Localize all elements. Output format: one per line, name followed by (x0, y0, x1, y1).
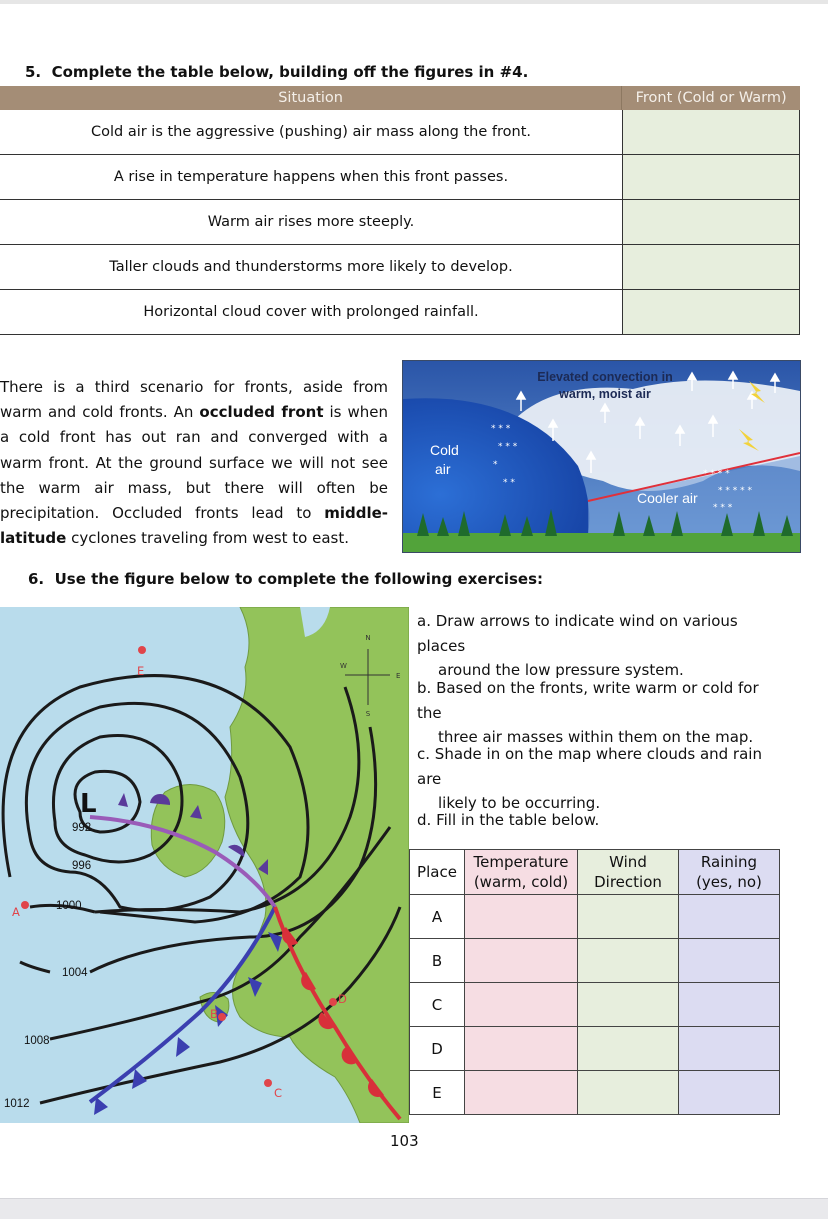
place-cell: D (410, 1027, 465, 1071)
front-cross-section-figure (402, 360, 801, 553)
isobar-label-992: 992 (72, 822, 92, 834)
place-label-a: A (12, 905, 20, 919)
cooler-air-label: Cooler air (637, 490, 698, 506)
isobar-label-996: 996 (72, 860, 92, 872)
table-row (0, 200, 800, 245)
header-raining: Raining (yes, no) (679, 850, 780, 895)
header-front: Front (Cold or Warm) (621, 86, 800, 110)
table-row (0, 245, 800, 290)
place-label-e: E (137, 664, 145, 678)
term-middle-latitude: middle-latitude (0, 504, 388, 548)
temperature-answer-cell[interactable] (465, 939, 578, 983)
temperature-answer-cell[interactable] (465, 895, 578, 939)
question-5: 5. Complete the table below, building off the figures in #4. (25, 63, 529, 81)
svg-text:* *: * * (503, 478, 515, 488)
term-occluded-front: occluded front (199, 403, 324, 422)
front-table-header (0, 86, 800, 110)
front-answer-cell[interactable] (623, 245, 800, 289)
raining-answer-cell[interactable] (679, 1071, 780, 1115)
raining-answer-cell[interactable] (679, 983, 780, 1027)
svg-text:* * * *: * * * * (703, 469, 730, 479)
front-answer-cell[interactable] (623, 110, 800, 154)
header-wind: Wind Direction (578, 850, 679, 895)
isobar-label-1012: 1012 (4, 1098, 30, 1110)
raining-answer-cell[interactable] (679, 895, 780, 939)
raining-answer-cell[interactable] (679, 939, 780, 983)
exercise-d: d. Fill in the table below. (417, 811, 600, 829)
situation-cell: Horizontal cloud cover with prolonged rainfall. (0, 290, 623, 334)
bottom-edge (0, 1198, 828, 1219)
exercise-c: c. Shade in on the map where clouds and rain are likely to be occurring. (417, 745, 762, 812)
compass-e: E (396, 672, 401, 680)
exercise-b: b. Based on the fronts, write warm or cold for the three air masses within them on the map. (417, 679, 759, 746)
header-temperature: Temperature (warm, cold) (465, 850, 578, 895)
place-label-c: C (274, 1086, 283, 1100)
place-label-b: B (210, 1007, 218, 1021)
front-answer-cell[interactable] (623, 155, 800, 199)
situation-cell: Cold air is the aggressive (pushing) air mass along the front. (0, 110, 623, 154)
exercise-a: a. Draw arrows to indicate wind on various places around the low pressure system. (417, 612, 738, 679)
situation-cell: Taller clouds and thunderstorms more likely to develop. (0, 245, 623, 289)
svg-text:*: * (493, 460, 498, 470)
wind-answer-cell[interactable] (578, 1071, 679, 1115)
compass-s: S (365, 710, 371, 718)
wind-answer-cell[interactable] (578, 895, 679, 939)
table-row (410, 939, 780, 983)
wind-answer-cell[interactable] (578, 1027, 679, 1071)
table-row (410, 983, 780, 1027)
front-answer-cell[interactable] (623, 200, 800, 244)
place-table-header (410, 850, 780, 895)
front-table (0, 86, 800, 335)
header-situation: Situation (278, 90, 343, 106)
page-number: 103 (390, 1132, 419, 1150)
wind-answer-cell[interactable] (578, 939, 679, 983)
low-pressure-label: L (80, 789, 97, 819)
weather-map (0, 607, 409, 1123)
place-cell: A (410, 895, 465, 939)
svg-text:* * *: * * * (498, 442, 518, 452)
place-cell: E (410, 1071, 465, 1115)
top-edge (0, 0, 828, 4)
isobar-label-1000: 1000 (56, 900, 82, 912)
place-cell: B (410, 939, 465, 983)
temperature-answer-cell[interactable] (465, 1027, 578, 1071)
table-row (410, 1071, 780, 1115)
table-row (0, 110, 800, 155)
wind-answer-cell[interactable] (578, 983, 679, 1027)
elevated-convection-label: Elevated convection in (537, 370, 673, 384)
svg-text:* * *: * * * (491, 424, 511, 434)
place-label-d: D (338, 992, 347, 1006)
compass-n: N (365, 634, 371, 642)
situation-cell: A rise in temperature happens when this front passes. (0, 155, 623, 199)
table-row (0, 155, 800, 200)
header-place: Place (410, 850, 465, 895)
isobar-label-1008: 1008 (24, 1035, 50, 1047)
place-cell: C (410, 983, 465, 1027)
warm-moist-air-label: warm, moist air (559, 387, 651, 401)
front-answer-cell[interactable] (623, 290, 800, 334)
isobar-label-1004: 1004 (62, 967, 88, 979)
raining-answer-cell[interactable] (679, 1027, 780, 1071)
compass-w: W (340, 662, 347, 670)
place-table (409, 849, 780, 1115)
question-6: 6. Use the figure below to complete the following exercises: (28, 570, 544, 588)
situation-cell: Warm air rises more steeply. (0, 200, 623, 244)
cold-air-label-line1: Cold (430, 442, 459, 458)
cold-air-label-line2: air (435, 461, 451, 477)
occluded-front-paragraph: There is a third scenario for fronts, aside from warm and cold fronts. An occluded front is when a cold front has out ran and converged with a warm front. At the ground surface we will not see the warm air mass, but there will often be precipitation. Occluded fronts lead to middle-latitude cyclones traveling from west to east. (0, 378, 389, 548)
svg-text:* * *: * * * (713, 503, 733, 513)
svg-text:* * * * *: * * * * * (718, 486, 752, 496)
table-row (410, 1027, 780, 1071)
table-row (0, 290, 800, 335)
temperature-answer-cell[interactable] (465, 983, 578, 1027)
table-row (410, 895, 780, 939)
temperature-answer-cell[interactable] (465, 1071, 578, 1115)
